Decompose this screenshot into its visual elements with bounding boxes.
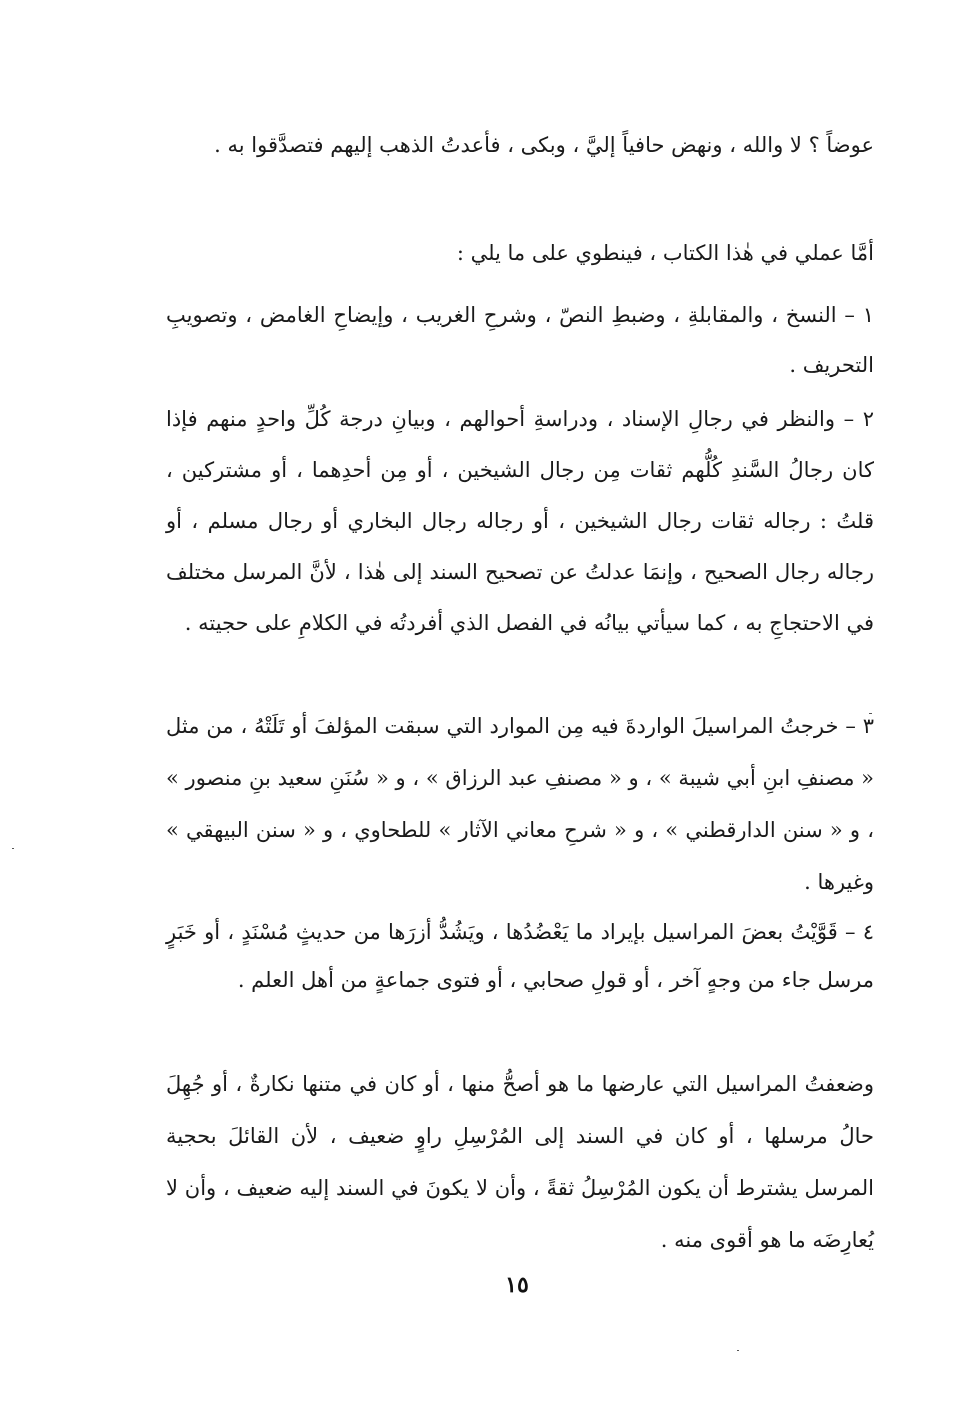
- page-number: ١٥: [505, 1272, 529, 1298]
- paragraph-text: عوضاً ؟ لا والله ، ونهض حافياً إليَّ ، وبكى ، فأعدتُ الذهب إليهم فتصدَّقوا به .: [214, 133, 874, 157]
- paragraph-story-ending: [166, 120, 874, 170]
- paragraph-item-4: [166, 908, 874, 1004]
- scan-speck: [12, 848, 14, 849]
- paragraph-text: ٢ – والنظر في رجالِ الإسناد ، ودراسةِ أحوالهم ، وبيانِ درجة كُلِّ واحدٍ منهم فإذا كان رجالُ السَّندِ كُلُّهم ثقات مِن رجال الشيخين ، أو مِن أحدِهما ، أو مشتركين ، قلتُ : رجاله ثقات رجال الشيخين ، أو رجاله رجال البخاري أو رجال مسلم ، أو رجاله رجال الصحيح ، وإنمَا عدلتُ عن تصحيح السند إلى هٰذا ، لأنَّ المرسل مختلف في الاحتجاجِ به ، كما سيأتي بيانُه في الفصل الذي أفردتُه في الكلامِ على حجيته .: [166, 407, 874, 635]
- scan-speck: [869, 713, 872, 714]
- paragraph-item-3: [166, 700, 874, 908]
- paragraph-text: ٤ – قَوَّيْتُ بعضَ المراسيل بإيراد ما يَعْضُدُها ، ويَشُدُّ أزرَها من حديثٍ مُسْنَدٍ ، أو خَبَرٍ مرسل جاء من وجهٍ آخر ، أو قولِ صحابي ، أو فتوى جماعةٍ من أهل العلم .: [166, 920, 874, 992]
- scan-speck: [737, 1350, 739, 1351]
- paragraph-text: أمَّا عملي في هٰذا الكتاب ، فينطوي على ما يلي :: [456, 241, 874, 265]
- paragraph-item-2: [166, 394, 874, 649]
- paragraph-item-1: [166, 290, 874, 390]
- paragraph-text: وضعفتُ المراسيل التي عارضها ما هو أصحُّ منها ، أو كان في متنها نكارةٌ ، أو جُهِلَ حالُ مرسلها ، أو كان في السند إلى المُرْسِلِ راوٍ ضعيف ، لأن القائلَ بحجية المرسل يشترط أن يكون المُرْسِلُ ثقةً ، وأن لا يكونَ في السند إليه ضعيف ، وأن لا يُعارِضَه ما هو أقوى منه .: [166, 1072, 874, 1252]
- paragraph-text: ١ – النسخ ، والمقابلةِ ، وضبطِ النصّ ، وشرحِ الغريب ، وإيضاحِ الغامض ، وتصويبِ التحريف .: [166, 303, 874, 377]
- paragraph-work-intro: [166, 228, 874, 278]
- paragraph-weak-mursal: [166, 1058, 874, 1266]
- paragraph-text: ٣ – خرجتُ المراسيلَ الواردةَ فيه مِن الموارد التي سبقت المؤلفَ أو تَلَتْهُ ، من مثل « مصنفِ ابنِ أبي شيبة » ، و « مصنفِ عبد الرزاق » ، و « سُنَنِ سعيد بنِ منصور » ، و « سنن الدارقطني » ، و « شرحِ معاني الآثار » للطحاوي ، و « سنن البيهقي » وغيرها .: [166, 714, 874, 894]
